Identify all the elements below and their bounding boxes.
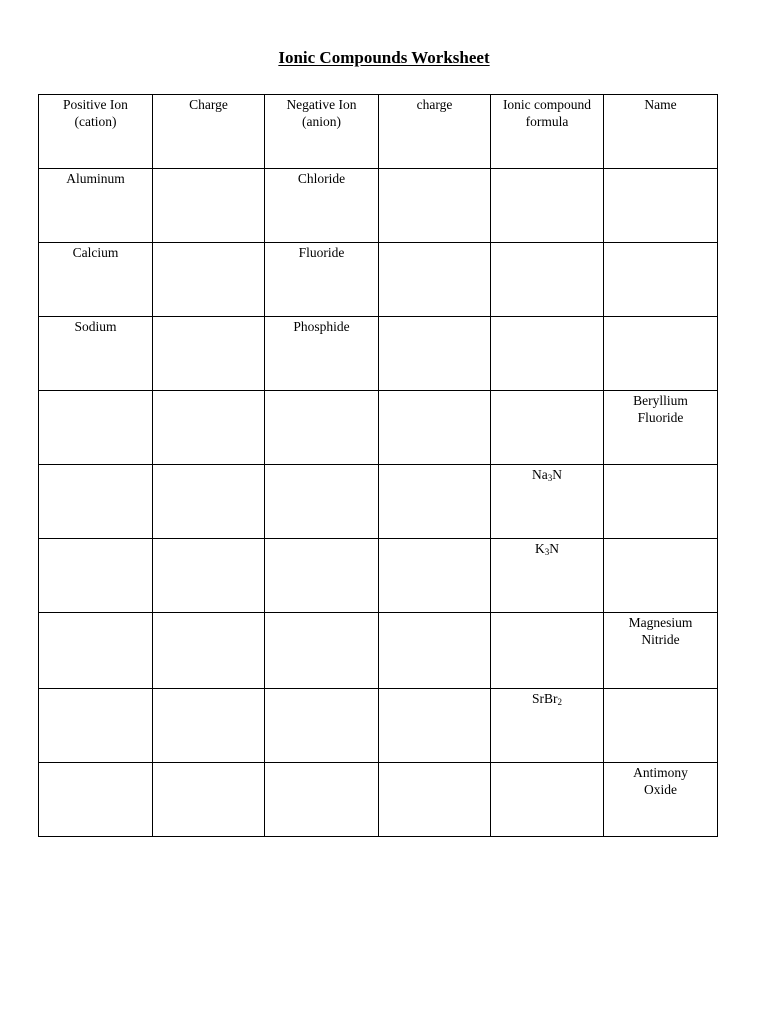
anion-cell[interactable]: Phosphide xyxy=(265,317,379,391)
formula-subscript: 3 xyxy=(544,547,550,557)
cation-charge-cell[interactable] xyxy=(153,539,265,613)
cation-charge-cell[interactable] xyxy=(153,243,265,317)
header-negative-ion-line-1: Negative Ion xyxy=(286,97,357,112)
cation-charge-cell[interactable] xyxy=(153,613,265,689)
anion-charge-cell[interactable] xyxy=(379,391,491,465)
table-row xyxy=(39,763,718,837)
cation-charge-cell[interactable] xyxy=(153,169,265,243)
table-row xyxy=(39,613,718,689)
table-row xyxy=(39,391,718,465)
header-cation-charge-label: Charge xyxy=(189,97,228,112)
anion-cell[interactable] xyxy=(265,391,379,465)
table-row xyxy=(39,539,718,613)
formula-cell[interactable] xyxy=(491,317,604,391)
anion-cell[interactable]: Chloride xyxy=(265,169,379,243)
cation-charge-cell[interactable] xyxy=(153,317,265,391)
table-row xyxy=(39,243,718,317)
anion-charge-cell[interactable] xyxy=(379,243,491,317)
cation-cell[interactable] xyxy=(39,763,153,837)
cation-charge-cell[interactable] xyxy=(153,465,265,539)
header-anion-charge-label: charge xyxy=(416,97,453,112)
anion-cell[interactable] xyxy=(265,689,379,763)
cation-cell[interactable] xyxy=(39,689,153,763)
compound-name-line-2: Oxide xyxy=(644,782,677,797)
cation-cell[interactable] xyxy=(39,539,153,613)
name-cell[interactable] xyxy=(604,243,718,317)
name-cell[interactable] xyxy=(604,465,718,539)
header-cation-charge xyxy=(153,95,265,169)
formula-base: SrBr xyxy=(531,691,558,706)
name-cell[interactable] xyxy=(604,689,718,763)
formula-base: Na xyxy=(532,467,548,482)
header-row xyxy=(39,95,718,169)
anion-charge-cell[interactable] xyxy=(379,539,491,613)
anion-charge-cell[interactable] xyxy=(379,465,491,539)
compound-name-line-1: Beryllium xyxy=(633,393,688,408)
cation-charge-cell[interactable] xyxy=(153,689,265,763)
name-cell[interactable] xyxy=(604,613,718,689)
table-row xyxy=(39,465,718,539)
header-name xyxy=(604,95,718,169)
formula-cell[interactable] xyxy=(491,613,604,689)
name-cell[interactable] xyxy=(604,391,718,465)
compound-name-line-1: Magnesium xyxy=(628,615,693,630)
cation-cell[interactable]: Aluminum xyxy=(39,169,153,243)
anion-cell[interactable] xyxy=(265,613,379,689)
cation-cell[interactable]: Calcium xyxy=(39,243,153,317)
anion-cell[interactable]: Fluoride xyxy=(265,243,379,317)
header-formula-line-2: formula xyxy=(525,114,569,129)
header-positive-ion xyxy=(39,95,153,169)
anion-cell[interactable] xyxy=(265,763,379,837)
formula-cell[interactable] xyxy=(491,763,604,837)
formula-subscript: 2 xyxy=(557,697,562,707)
anion-charge-cell[interactable] xyxy=(379,763,491,837)
formula-cell[interactable] xyxy=(491,243,604,317)
cation-cell[interactable] xyxy=(39,465,153,539)
cation-charge-cell[interactable] xyxy=(153,763,265,837)
formula-tail: N xyxy=(552,467,562,482)
anion-charge-cell[interactable] xyxy=(379,317,491,391)
cation-cell[interactable]: Sodium xyxy=(39,317,153,391)
header-negative-ion xyxy=(265,95,379,169)
header-anion-charge xyxy=(379,95,491,169)
cation-cell[interactable] xyxy=(39,391,153,465)
name-cell[interactable] xyxy=(604,539,718,613)
table-row xyxy=(39,169,718,243)
header-positive-ion-line-1: Positive Ion xyxy=(63,97,128,112)
formula-cell[interactable] xyxy=(491,391,604,465)
formula-cell[interactable] xyxy=(491,169,604,243)
formula-cell[interactable] xyxy=(491,465,604,539)
formula-subscript: 3 xyxy=(547,473,553,483)
cation-charge-cell[interactable] xyxy=(153,391,265,465)
header-formula xyxy=(491,95,604,169)
header-negative-ion-line-2: (anion) xyxy=(302,114,341,129)
name-cell[interactable] xyxy=(604,763,718,837)
anion-cell[interactable] xyxy=(265,465,379,539)
formula-base: K xyxy=(535,541,545,556)
anion-charge-cell[interactable] xyxy=(379,689,491,763)
formula-cell[interactable] xyxy=(491,689,604,763)
anion-charge-cell[interactable] xyxy=(379,169,491,243)
table-row xyxy=(39,317,718,391)
worksheet-table xyxy=(38,94,718,837)
compound-name-line-2: Fluoride xyxy=(637,410,684,425)
table-row xyxy=(39,689,718,763)
table-header xyxy=(39,95,718,169)
name-cell[interactable] xyxy=(604,317,718,391)
header-name-label: Name xyxy=(644,97,677,112)
anion-cell[interactable] xyxy=(265,539,379,613)
header-formula-line-1: Ionic compound xyxy=(502,97,592,112)
name-cell[interactable] xyxy=(604,169,718,243)
header-positive-ion-line-2: (cation) xyxy=(74,114,117,129)
compound-name-line-1: Antimony xyxy=(633,765,688,780)
anion-charge-cell[interactable] xyxy=(379,613,491,689)
table-body xyxy=(39,169,718,837)
compound-name-line-2: Nitride xyxy=(641,632,680,647)
formula-cell[interactable] xyxy=(491,539,604,613)
formula-tail: N xyxy=(549,541,559,556)
page-title: Ionic Compounds Worksheet xyxy=(278,48,490,67)
cation-cell[interactable] xyxy=(39,613,153,689)
